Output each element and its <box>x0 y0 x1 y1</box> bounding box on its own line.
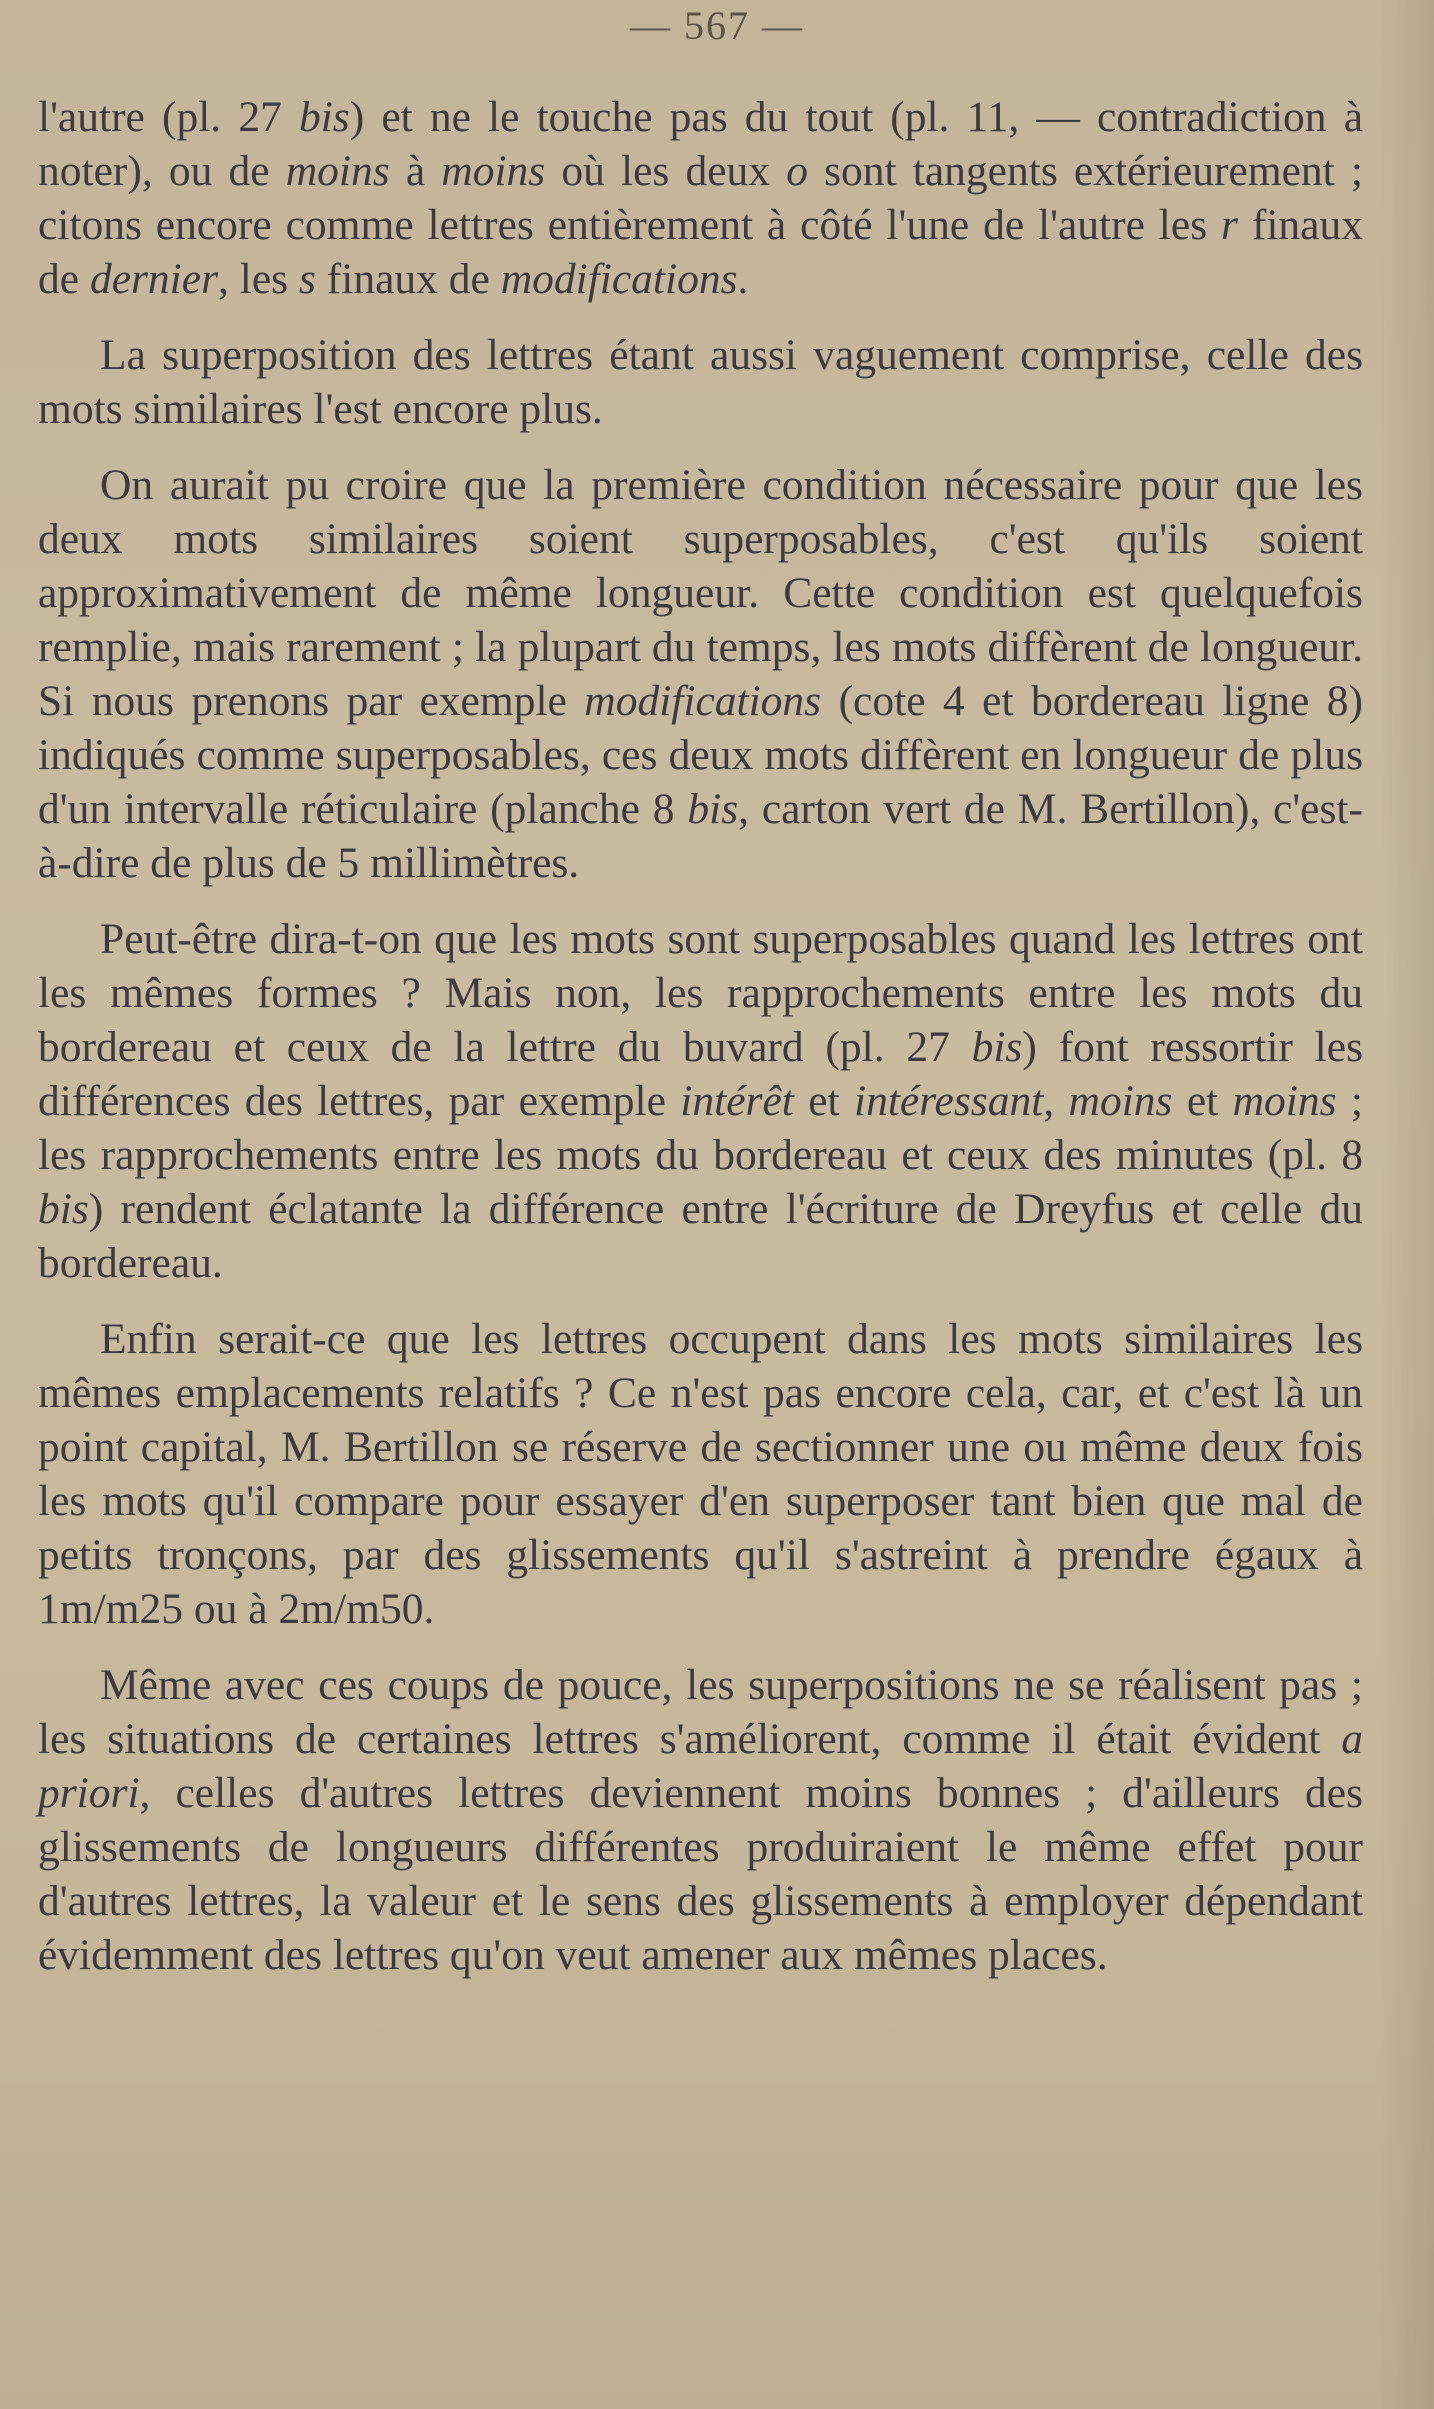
text-run: ; les rapprochements entre les mots du bordereau et ceux des minutes (pl. 8 <box>38 1077 1364 1179</box>
italic-text: o <box>786 147 808 195</box>
italic-text: dernier <box>89 255 218 303</box>
paragraph-5 <box>38 1312 1363 1636</box>
text-run: ) et ne le touche pas du tout (pl. 11, — contradiction à noter), ou de <box>38 93 1363 195</box>
italic-text: a priori <box>38 1715 1363 1817</box>
text-run: et <box>793 1077 854 1125</box>
italic-text: r <box>1221 201 1238 249</box>
italic-text: intérêt <box>680 1077 794 1125</box>
text-run: ) rendent éclatante la différence entre l'écriture de Dreyfus et celle du bordereau. <box>38 1185 1363 1287</box>
text-run: finaux de <box>315 255 501 303</box>
text-run: Peut-être dira-t-on que les mots sont superposables quand les lettres ont les mêmes formes ? Mais non, les rapprochements entre les mots du bordereau et ceux de la lettre du buvard (pl. 27 <box>38 915 1363 1071</box>
text-run: Même avec ces coups de pouce, les superpositions ne se réalisent pas ; les situations de certaines lettres s'améliorent, comme il était évident <box>38 1661 1363 1763</box>
text-run: , les <box>218 255 299 303</box>
text-run: à <box>389 147 442 195</box>
text-run: , celles d'autres lettres deviennent moins bonnes ; d'ailleurs des glissements de longueurs différentes produiraient le même effet pour d'autres lettres, la valeur et le sens des glissements à employer dépendant évidemment des lettres qu'on veut amener aux mêmes places. <box>38 1769 1363 1979</box>
italic-text: bis <box>38 1185 89 1233</box>
text-run: l'autre (pl. 27 <box>38 93 299 141</box>
italic-text: bis <box>971 1023 1023 1071</box>
page-text <box>38 90 1363 1982</box>
text-run: . <box>737 255 749 303</box>
italic-text: modifications <box>584 677 822 725</box>
text-run: , <box>1043 1077 1069 1125</box>
italic-text: moins <box>1068 1077 1173 1125</box>
italic-text: s <box>298 255 316 303</box>
paragraph-6 <box>38 1658 1363 1982</box>
page-number: — 567 — <box>630 3 804 48</box>
text-run: (cote 4 et bordereau ligne 8) indiqués comme superposables, ces deux mots diffèrent en longueur de plus d'un intervalle réticulaire (planche 8 <box>38 677 1363 833</box>
text-run: sont tangents extérieurement ; citons encore comme lettres entièrement à côté l'une de l'autre les <box>38 147 1363 249</box>
text-run: finaux de <box>38 201 1363 303</box>
italic-text: bis <box>687 785 739 833</box>
text-run: On aurait pu croire que la première condition nécessaire pour que les deux mots similaires soient superposables, c'est qu'ils soient approximativement de même longueur. Cette condition est quelquefois remplie, mais rarement ; la plupart du temps, les mots diffèrent de longueur. Si nous prenons par exemple <box>38 461 1363 725</box>
text-run: Enfin serait-ce que les lettres occupent dans les mots similaires les mêmes emplacements relatifs ? Ce n'est pas encore cela, car, et c'est là un point capital, M. Bertillon se réserve de sectionner une ou même deux fois les mots qu'il compare pour essayer d'en superposer tant bien que mal de petits tronçons, par des glissements qu'il s'astreint à prendre égaux à 1m/m25 ou à 2m/m50. <box>38 1315 1363 1633</box>
text-run: ) font ressortir les différences des lettres, par exemple <box>38 1023 1363 1125</box>
italic-text: moins <box>285 147 390 195</box>
italic-text: moins <box>441 147 546 195</box>
text-run: , carton vert de M. Bertillon), c'est-à-dire de plus de 5 millimètres. <box>38 785 1363 887</box>
paragraph-2 <box>38 328 1363 436</box>
italic-text: modifications <box>500 255 738 303</box>
text-run: où les deux <box>545 147 787 195</box>
paragraph-4 <box>38 912 1363 1290</box>
text-run: et <box>1172 1077 1233 1125</box>
italic-text: moins <box>1232 1077 1337 1125</box>
italic-text: bis <box>298 93 350 141</box>
italic-text: intéressant <box>854 1077 1044 1125</box>
paragraph-3 <box>38 458 1363 890</box>
paragraph-1 <box>38 90 1363 306</box>
text-run: La superposition des lettres étant aussi vaguement comprise, celle des mots similaires l'est encore plus. <box>38 331 1363 433</box>
page-edge-shadow <box>1380 0 1434 2409</box>
